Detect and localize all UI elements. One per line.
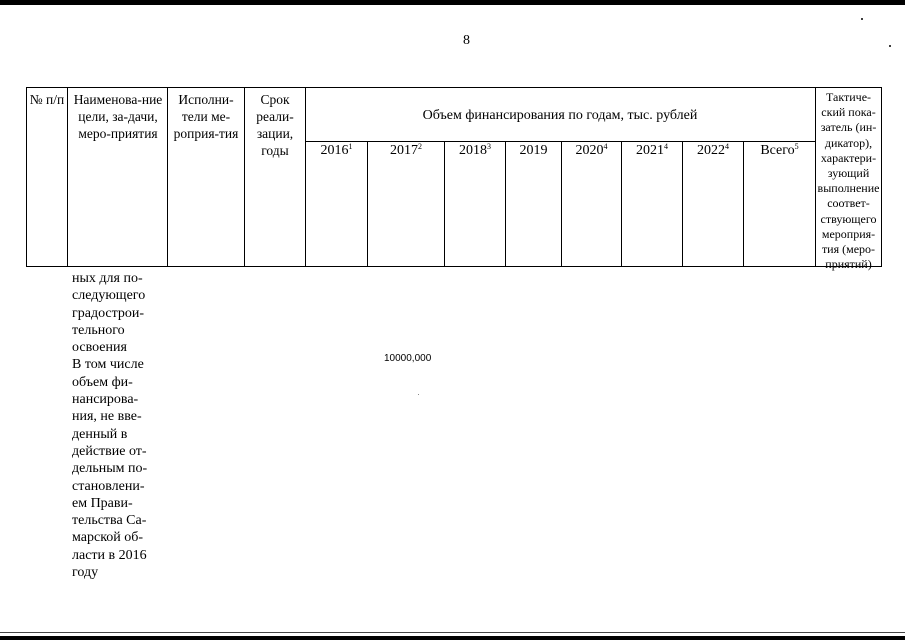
text-line: году [72,565,99,581]
col-divider [67,87,68,267]
text-line: ния, не вве- [72,409,142,425]
year-divider [743,141,744,267]
text-line: дельным по- [72,461,148,477]
year-2017: 2017$^2$ [390,142,422,158]
bottom-border [0,636,905,640]
header-name: Наименова-ние цели, за-дачи, меро-приятия [73,92,163,141]
year-2022: 2022$^4$ [697,142,729,158]
text-line: В том числе [72,357,144,373]
year-divider [367,141,368,267]
table-left-border [26,87,27,267]
amount-2017: 10000,000 [384,353,432,364]
header-term: Срок реали-зации, годы [256,92,294,158]
year-divider [682,141,683,267]
text-line: ласти в 2016 [72,547,147,563]
funding-subheader-line [305,141,815,142]
year-divider [621,141,622,267]
text-line: действие от- [72,443,147,459]
bottom-rule [0,632,905,633]
scan-speck [418,394,419,395]
col-divider [167,87,168,267]
text-line: ных для по- [72,271,143,286]
year-divider [444,141,445,267]
text-line: освоения [72,340,127,356]
header-num: № п/п [29,92,65,107]
text-line: денный в [72,426,128,442]
top-border [0,0,905,5]
scan-speck [861,18,863,20]
col-divider [244,87,245,267]
year-2019: 2019 [519,143,548,158]
text-line: градострои- [72,305,145,321]
header-indicator: Тактиче-ский пока-затель (ин-дикатор), характери-зующий выполнение соответ-ствующего мероприя-тия (меро-приятий) [817,90,880,272]
text-line: следующего [72,288,146,304]
year-2018: 2018$^3$ [459,142,491,158]
page-number: 8 [463,33,470,48]
scan-speck [889,45,891,47]
year-divider [505,141,506,267]
text-line: тельства Са- [72,513,147,529]
header-funding: Объем финансирования по годам, тыс. рублей [422,108,698,123]
text-line: марской об- [72,530,144,546]
year-divider [561,141,562,267]
text-line: становлени- [72,478,145,494]
header-executors: Исполни-тели ме-роприя-тия [173,92,239,141]
year-total: Всего$^5$ [760,142,799,158]
text-line: нансирова- [72,392,139,408]
year-2020: 2020$^4$ [575,142,608,158]
table-bottom-border [26,266,882,267]
row-description [72,270,172,581]
col-divider [305,87,306,267]
table-top-border [26,87,882,88]
year-2021: 2021$^4$ [636,142,668,158]
table-right-border [881,87,882,267]
year-2016: 2016$^1$ [320,142,353,158]
text-line: тельного [72,322,125,338]
table-header [26,87,882,272]
text-line: объем фи- [72,374,133,390]
text-line: ем Прави- [72,495,133,511]
